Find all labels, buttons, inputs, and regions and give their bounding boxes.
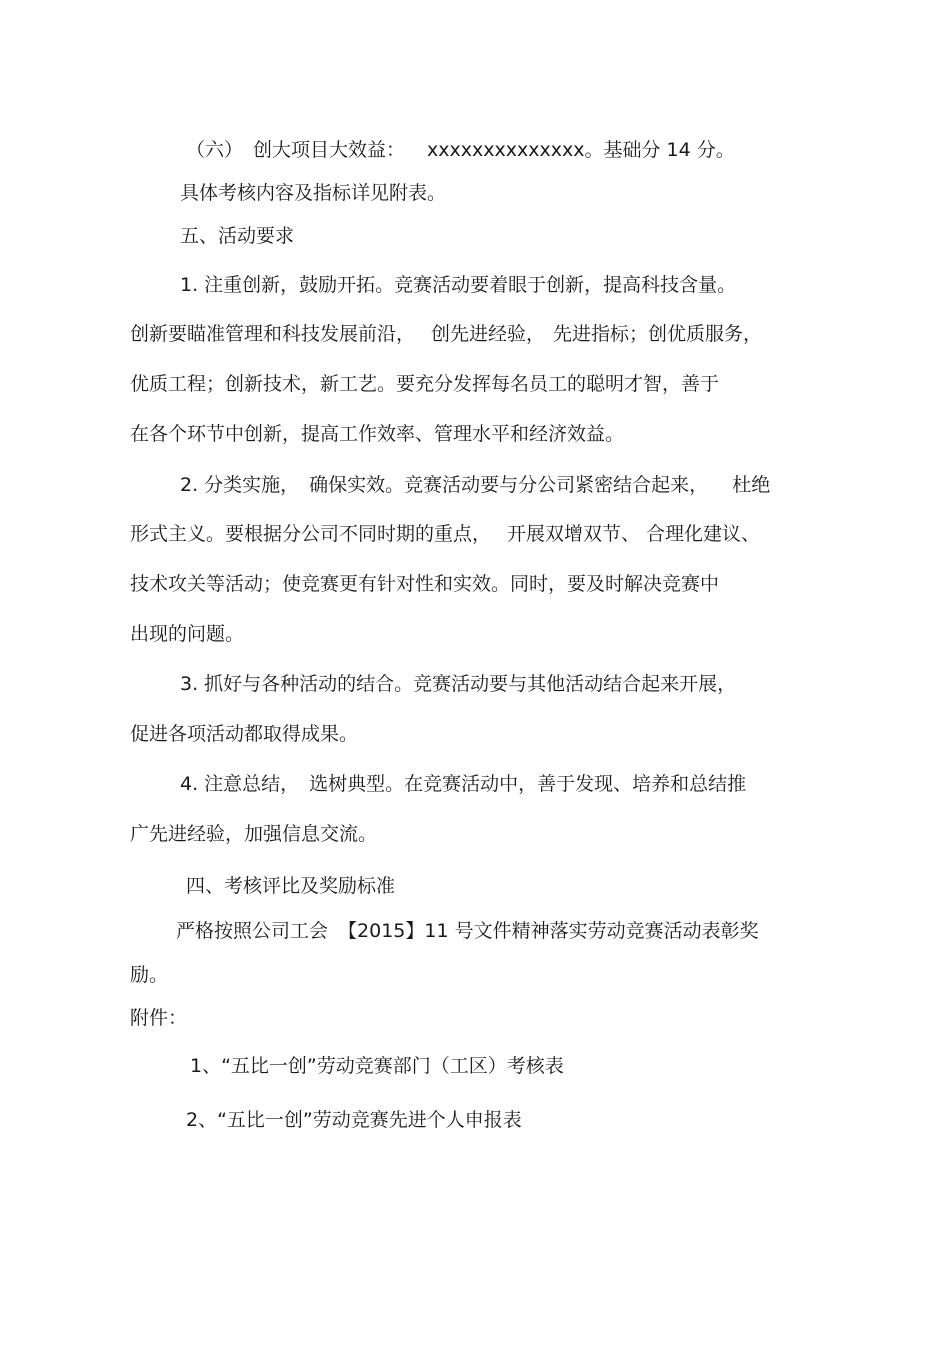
attachment-item-2: 2、“五比一创”劳动竞赛先进个人申报表: [186, 1109, 522, 1131]
section-4-heading: 四、考核评比及奖励标准: [186, 875, 396, 897]
req-1-line-4: 在各个环节中创新，提高工作效率、管理水平和经济效益。: [130, 423, 625, 445]
req-2-line-1: [180, 472, 770, 498]
req-4-line-1-a: 4. 注意总结，: [180, 773, 300, 795]
section-5-heading: 五、活动要求: [180, 225, 295, 247]
section-4-para-a: 严格按照公司工会: [176, 920, 329, 942]
req-2-line-4: 出现的问题。: [130, 623, 245, 645]
attachment-item-1: 1、“五比一创”劳动竞赛部门（工区）考核表: [190, 1055, 564, 1077]
req-1-line-2-a: 创新要瞄准管理和科技发展前沿，: [130, 323, 416, 345]
section-4-para-b: 【2015】11 号文件精神落实劳动竞赛活动表彰奖: [338, 920, 759, 942]
req-1-line-2-c: 先进指标；创优质服务，: [553, 323, 763, 345]
attachments-label: 附件：: [130, 1007, 188, 1029]
section-4-para-line-2: 励。: [130, 964, 169, 986]
req-4-line-2: 广先进经验，加强信息交流。: [130, 823, 378, 845]
req-1-line-2: [130, 321, 762, 347]
req-2-line-3: 技术攻关等活动；使竞赛更有针对性和实效。同时，要及时解决竞赛中: [130, 573, 720, 595]
item-6-label: （六）: [186, 139, 244, 161]
item-6-title: 创大项目大效益：: [253, 139, 406, 161]
req-2-line-1-c: 杜绝: [732, 474, 771, 496]
req-2-line-2-b: 开展双增双节、: [507, 523, 641, 545]
req-4-line-1: [180, 771, 746, 797]
req-3-line-1: 3. 抓好与各种活动的结合。竞赛活动要与其他活动结合起来开展，: [180, 673, 737, 695]
item-6-suffix: 。基础分 14 分。: [584, 139, 735, 161]
req-1-line-2-b: 创先进经验，: [431, 323, 546, 345]
item-6-line: [186, 137, 735, 163]
req-2-line-2: [130, 521, 760, 547]
req-2-line-1-b: 确保实效。竞赛活动要与分公司紧密结合起来，: [309, 474, 709, 496]
req-3-line-2: 促进各项活动都取得成果。: [130, 723, 359, 745]
req-1-line-1: 1. 注重创新，鼓励开拓。竞赛活动要着眼于创新，提高科技含量。: [180, 274, 737, 296]
req-4-line-1-b: 选树典型。在竞赛活动中，善于发现、培养和总结推: [309, 773, 747, 795]
detail-note: 具体考核内容及指标详见附表。: [180, 182, 447, 204]
req-1-line-3: 优质工程；创新技术，新工艺。要充分发挥每名员工的聪明才智，善于: [130, 373, 720, 395]
req-2-line-2-a: 形式主义。要根据分公司不同时期的重点，: [130, 523, 492, 545]
req-2-line-2-c: 合理化建议、: [646, 523, 761, 545]
item-6-placeholder: xxxxxxxxxxxxxx: [427, 139, 585, 161]
req-2-line-1-a: 2. 分类实施，: [180, 474, 300, 496]
section-4-para-line-1: [176, 918, 759, 944]
